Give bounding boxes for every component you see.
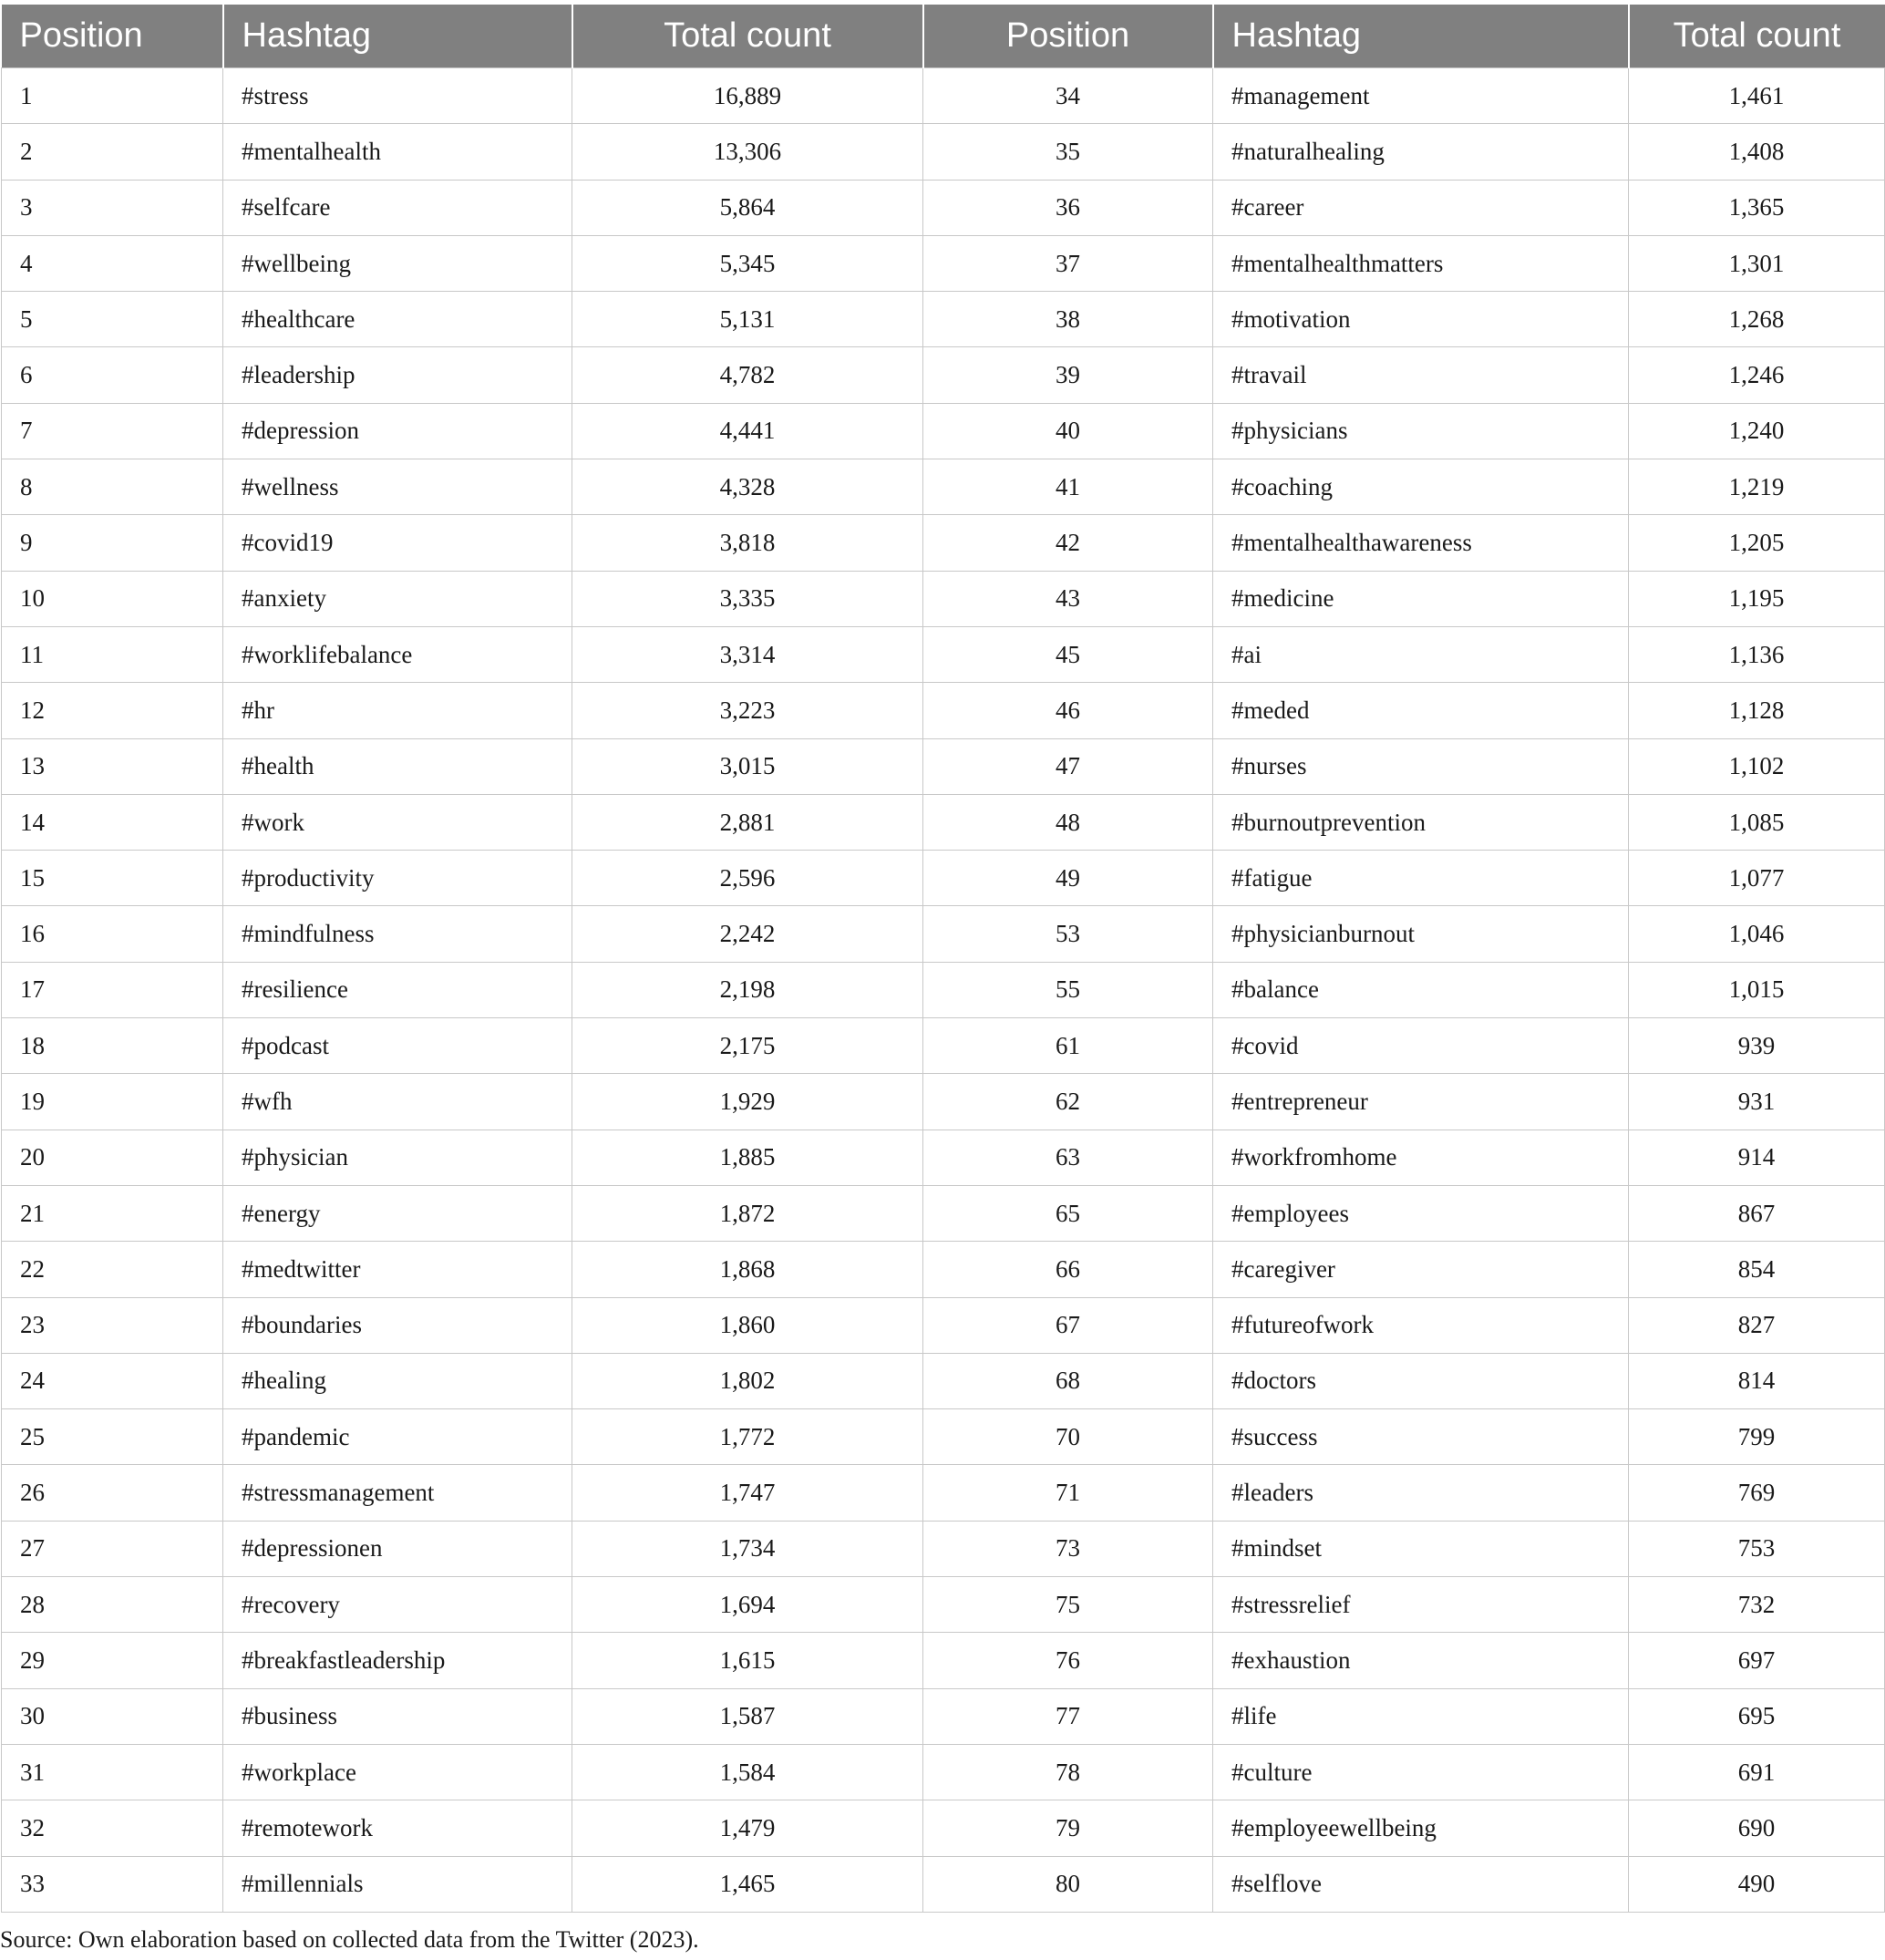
table-row	[2, 235, 1885, 291]
position-cell: 5	[2, 292, 223, 347]
position-cell: 34	[923, 68, 1213, 124]
position-cell: 30	[2, 1688, 223, 1744]
hashtag-cell: #productivity	[223, 851, 572, 906]
total-count-cell: 5,131	[572, 292, 923, 347]
position-cell: 22	[2, 1242, 223, 1297]
hashtag-cell: #leaders	[1213, 1465, 1629, 1521]
position-cell: 79	[923, 1800, 1213, 1856]
position-cell: 3	[2, 180, 223, 235]
hashtag-cell: #healthcare	[223, 292, 572, 347]
table-row	[2, 1856, 1885, 1912]
total-count-cell: 753	[1629, 1521, 1885, 1576]
total-count-cell: 3,223	[572, 683, 923, 738]
hashtag-cell: #success	[1213, 1409, 1629, 1465]
table-body	[2, 68, 1885, 1913]
total-count-cell: 697	[1629, 1633, 1885, 1688]
hashtag-cell: #leadership	[223, 347, 572, 403]
table-row	[2, 1242, 1885, 1297]
position-cell: 42	[923, 515, 1213, 571]
position-cell: 32	[2, 1800, 223, 1856]
hashtag-cell: #boundaries	[223, 1297, 572, 1353]
total-count-cell: 1,885	[572, 1130, 923, 1185]
hashtag-cell: #employeewellbeing	[1213, 1800, 1629, 1856]
table-row	[2, 626, 1885, 682]
position-cell: 37	[923, 235, 1213, 291]
position-cell: 55	[923, 962, 1213, 1017]
hashtag-cell: #coaching	[1213, 459, 1629, 515]
hashtag-cell: #anxiety	[223, 571, 572, 626]
hashtag-cell: #business	[223, 1688, 572, 1744]
position-cell: 39	[923, 347, 1213, 403]
hashtag-cell: #futureofwork	[1213, 1297, 1629, 1353]
total-count-cell: 2,881	[572, 794, 923, 850]
total-count-cell: 1,465	[572, 1856, 923, 1912]
hashtag-cell: #mentalhealthawareness	[1213, 515, 1629, 571]
hashtag-cell: #medicine	[1213, 571, 1629, 626]
hashtag-cell: #mentalhealthmatters	[1213, 235, 1629, 291]
position-cell: 21	[2, 1185, 223, 1241]
total-count-cell: 939	[1629, 1018, 1885, 1074]
hashtag-cell: #meded	[1213, 683, 1629, 738]
total-count-cell: 1,694	[572, 1577, 923, 1633]
table-row	[2, 403, 1885, 459]
position-cell: 61	[923, 1018, 1213, 1074]
total-count-cell: 769	[1629, 1465, 1885, 1521]
position-cell: 46	[923, 683, 1213, 738]
table-row	[2, 1130, 1885, 1185]
total-count-cell: 1,587	[572, 1688, 923, 1744]
hashtag-cell: #caregiver	[1213, 1242, 1629, 1297]
position-cell: 36	[923, 180, 1213, 235]
position-cell: 40	[923, 403, 1213, 459]
hashtag-cell: #mindfulness	[223, 906, 572, 962]
table-row	[2, 1465, 1885, 1521]
table-row	[2, 1744, 1885, 1800]
table-row	[2, 571, 1885, 626]
position-cell: 63	[923, 1130, 1213, 1185]
table-row	[2, 683, 1885, 738]
total-count-cell: 1,479	[572, 1800, 923, 1856]
total-count-cell: 1,872	[572, 1185, 923, 1241]
position-cell: 33	[2, 1856, 223, 1912]
total-count-cell: 1,136	[1629, 626, 1885, 682]
total-count-cell: 914	[1629, 1130, 1885, 1185]
total-count-cell: 1,802	[572, 1353, 923, 1408]
hashtag-cell: #breakfastleadership	[223, 1633, 572, 1688]
position-cell: 23	[2, 1297, 223, 1353]
position-cell: 48	[923, 794, 1213, 850]
column-header-hashtag-2: Hashtag	[1213, 5, 1629, 68]
hashtag-cell: #remotework	[223, 1800, 572, 1856]
total-count-cell: 3,818	[572, 515, 923, 571]
total-count-cell: 1,077	[1629, 851, 1885, 906]
position-cell: 70	[923, 1409, 1213, 1465]
hashtag-cell: #employees	[1213, 1185, 1629, 1241]
position-cell: 8	[2, 459, 223, 515]
table-row	[2, 962, 1885, 1017]
position-cell: 76	[923, 1633, 1213, 1688]
hashtag-cell: #wellbeing	[223, 235, 572, 291]
position-cell: 4	[2, 235, 223, 291]
total-count-cell: 3,314	[572, 626, 923, 682]
hashtag-cell: #management	[1213, 68, 1629, 124]
position-cell: 73	[923, 1521, 1213, 1576]
hashtag-cell: #pandemic	[223, 1409, 572, 1465]
hashtag-cell: #nurses	[1213, 738, 1629, 794]
hashtag-cell: #recovery	[223, 1577, 572, 1633]
total-count-cell: 1,461	[1629, 68, 1885, 124]
hashtag-cell: #worklifebalance	[223, 626, 572, 682]
table-row	[2, 1633, 1885, 1688]
hashtag-cell: #fatigue	[1213, 851, 1629, 906]
position-cell: 26	[2, 1465, 223, 1521]
position-cell: 62	[923, 1074, 1213, 1130]
hashtag-cell: #medtwitter	[223, 1242, 572, 1297]
column-header-total-count-2: Total count	[1629, 5, 1885, 68]
total-count-cell: 13,306	[572, 124, 923, 180]
position-cell: 12	[2, 683, 223, 738]
hashtag-cell: #doctors	[1213, 1353, 1629, 1408]
total-count-cell: 3,335	[572, 571, 923, 626]
hashtag-cell: #physicians	[1213, 403, 1629, 459]
total-count-cell: 1,219	[1629, 459, 1885, 515]
total-count-cell: 4,328	[572, 459, 923, 515]
total-count-cell: 1,301	[1629, 235, 1885, 291]
total-count-cell: 1,015	[1629, 962, 1885, 1017]
table-row	[2, 1688, 1885, 1744]
total-count-cell: 4,441	[572, 403, 923, 459]
position-cell: 16	[2, 906, 223, 962]
total-count-cell: 5,345	[572, 235, 923, 291]
total-count-cell: 1,860	[572, 1297, 923, 1353]
position-cell: 6	[2, 347, 223, 403]
position-cell: 29	[2, 1633, 223, 1688]
total-count-cell: 490	[1629, 1856, 1885, 1912]
table-row	[2, 1018, 1885, 1074]
position-cell: 28	[2, 1577, 223, 1633]
total-count-cell: 1,128	[1629, 683, 1885, 738]
source-note: Source: Own elaboration based on collected data from the Twitter (2023).	[0, 1926, 699, 1953]
total-count-cell: 1,240	[1629, 403, 1885, 459]
position-cell: 67	[923, 1297, 1213, 1353]
hashtag-cell: #exhaustion	[1213, 1633, 1629, 1688]
position-cell: 1	[2, 68, 223, 124]
table-row	[2, 906, 1885, 962]
hashtag-cell: #burnoutprevention	[1213, 794, 1629, 850]
table-row	[2, 1353, 1885, 1408]
column-header-total-count: Total count	[572, 5, 923, 68]
total-count-cell: 2,198	[572, 962, 923, 1017]
table-row	[2, 68, 1885, 124]
table-row	[2, 459, 1885, 515]
hashtag-cell: #motivation	[1213, 292, 1629, 347]
table-row	[2, 1185, 1885, 1241]
table-row	[2, 1297, 1885, 1353]
hashtag-cell: #career	[1213, 180, 1629, 235]
total-count-cell: 3,015	[572, 738, 923, 794]
hashtag-cell: #depressionen	[223, 1521, 572, 1576]
total-count-cell: 1,205	[1629, 515, 1885, 571]
total-count-cell: 1,747	[572, 1465, 923, 1521]
table-row	[2, 738, 1885, 794]
total-count-cell: 1,268	[1629, 292, 1885, 347]
total-count-cell: 690	[1629, 1800, 1885, 1856]
total-count-cell: 867	[1629, 1185, 1885, 1241]
hashtag-table	[1, 5, 1885, 1913]
total-count-cell: 16,889	[572, 68, 923, 124]
position-cell: 20	[2, 1130, 223, 1185]
position-cell: 10	[2, 571, 223, 626]
table-row	[2, 515, 1885, 571]
table-row	[2, 124, 1885, 180]
table-row	[2, 180, 1885, 235]
total-count-cell: 1,868	[572, 1242, 923, 1297]
table-header	[2, 5, 1885, 68]
hashtag-cell: #naturalhealing	[1213, 124, 1629, 180]
position-cell: 25	[2, 1409, 223, 1465]
table-row	[2, 1577, 1885, 1633]
hashtag-cell: #stressmanagement	[223, 1465, 572, 1521]
hashtag-cell: #resilience	[223, 962, 572, 1017]
hashtag-cell: #millennials	[223, 1856, 572, 1912]
total-count-cell: 5,864	[572, 180, 923, 235]
column-header-position-2: Position	[923, 5, 1213, 68]
hashtag-cell: #mindset	[1213, 1521, 1629, 1576]
hashtag-cell: #workfromhome	[1213, 1130, 1629, 1185]
total-count-cell: 1,246	[1629, 347, 1885, 403]
hashtag-cell: #stress	[223, 68, 572, 124]
position-cell: 31	[2, 1744, 223, 1800]
column-header-position: Position	[2, 5, 223, 68]
total-count-cell: 2,596	[572, 851, 923, 906]
total-count-cell: 1,772	[572, 1409, 923, 1465]
total-count-cell: 1,046	[1629, 906, 1885, 962]
hashtag-cell: #stressrelief	[1213, 1577, 1629, 1633]
table-row	[2, 1409, 1885, 1465]
header-row	[2, 5, 1885, 68]
total-count-cell: 732	[1629, 1577, 1885, 1633]
total-count-cell: 1,584	[572, 1744, 923, 1800]
hashtag-cell: #covid19	[223, 515, 572, 571]
position-cell: 53	[923, 906, 1213, 962]
hashtag-cell: #depression	[223, 403, 572, 459]
position-cell: 13	[2, 738, 223, 794]
hashtag-cell: #healing	[223, 1353, 572, 1408]
total-count-cell: 827	[1629, 1297, 1885, 1353]
position-cell: 77	[923, 1688, 1213, 1744]
table-row	[2, 851, 1885, 906]
total-count-cell: 1,615	[572, 1633, 923, 1688]
position-cell: 71	[923, 1465, 1213, 1521]
total-count-cell: 1,085	[1629, 794, 1885, 850]
position-cell: 66	[923, 1242, 1213, 1297]
table-row	[2, 1521, 1885, 1576]
table-row	[2, 794, 1885, 850]
hashtag-cell: #wfh	[223, 1074, 572, 1130]
hashtag-cell: #physician	[223, 1130, 572, 1185]
hashtag-cell: #physicianburnout	[1213, 906, 1629, 962]
hashtag-cell: #hr	[223, 683, 572, 738]
table-row	[2, 292, 1885, 347]
position-cell: 18	[2, 1018, 223, 1074]
hashtag-cell: #covid	[1213, 1018, 1629, 1074]
position-cell: 78	[923, 1744, 1213, 1800]
position-cell: 47	[923, 738, 1213, 794]
total-count-cell: 931	[1629, 1074, 1885, 1130]
total-count-cell: 1,929	[572, 1074, 923, 1130]
total-count-cell: 1,734	[572, 1521, 923, 1576]
total-count-cell: 1,195	[1629, 571, 1885, 626]
total-count-cell: 4,782	[572, 347, 923, 403]
hashtag-cell: #life	[1213, 1688, 1629, 1744]
total-count-cell: 814	[1629, 1353, 1885, 1408]
position-cell: 15	[2, 851, 223, 906]
total-count-cell: 1,408	[1629, 124, 1885, 180]
position-cell: 7	[2, 403, 223, 459]
table-row	[2, 1074, 1885, 1130]
total-count-cell: 691	[1629, 1744, 1885, 1800]
hashtag-cell: #podcast	[223, 1018, 572, 1074]
position-cell: 11	[2, 626, 223, 682]
position-cell: 43	[923, 571, 1213, 626]
hashtag-cell: #culture	[1213, 1744, 1629, 1800]
total-count-cell: 2,175	[572, 1018, 923, 1074]
total-count-cell: 1,365	[1629, 180, 1885, 235]
hashtag-cell: #entrepreneur	[1213, 1074, 1629, 1130]
position-cell: 49	[923, 851, 1213, 906]
position-cell: 14	[2, 794, 223, 850]
hashtag-cell: #balance	[1213, 962, 1629, 1017]
position-cell: 24	[2, 1353, 223, 1408]
position-cell: 65	[923, 1185, 1213, 1241]
total-count-cell: 695	[1629, 1688, 1885, 1744]
hashtag-cell: #workplace	[223, 1744, 572, 1800]
hashtag-cell: #work	[223, 794, 572, 850]
position-cell: 45	[923, 626, 1213, 682]
total-count-cell: 854	[1629, 1242, 1885, 1297]
position-cell: 9	[2, 515, 223, 571]
table-row	[2, 1800, 1885, 1856]
hashtag-cell: #ai	[1213, 626, 1629, 682]
position-cell: 68	[923, 1353, 1213, 1408]
hashtag-cell: #selfcare	[223, 180, 572, 235]
total-count-cell: 1,102	[1629, 738, 1885, 794]
table-row	[2, 347, 1885, 403]
position-cell: 75	[923, 1577, 1213, 1633]
hashtag-cell: #energy	[223, 1185, 572, 1241]
position-cell: 35	[923, 124, 1213, 180]
position-cell: 2	[2, 124, 223, 180]
position-cell: 17	[2, 962, 223, 1017]
hashtag-cell: #mentalhealth	[223, 124, 572, 180]
hashtag-cell: #health	[223, 738, 572, 794]
total-count-cell: 799	[1629, 1409, 1885, 1465]
hashtag-cell: #selflove	[1213, 1856, 1629, 1912]
hashtag-cell: #wellness	[223, 459, 572, 515]
position-cell: 41	[923, 459, 1213, 515]
hashtag-cell: #travail	[1213, 347, 1629, 403]
column-header-hashtag: Hashtag	[223, 5, 572, 68]
position-cell: 19	[2, 1074, 223, 1130]
total-count-cell: 2,242	[572, 906, 923, 962]
position-cell: 27	[2, 1521, 223, 1576]
position-cell: 38	[923, 292, 1213, 347]
position-cell: 80	[923, 1856, 1213, 1912]
